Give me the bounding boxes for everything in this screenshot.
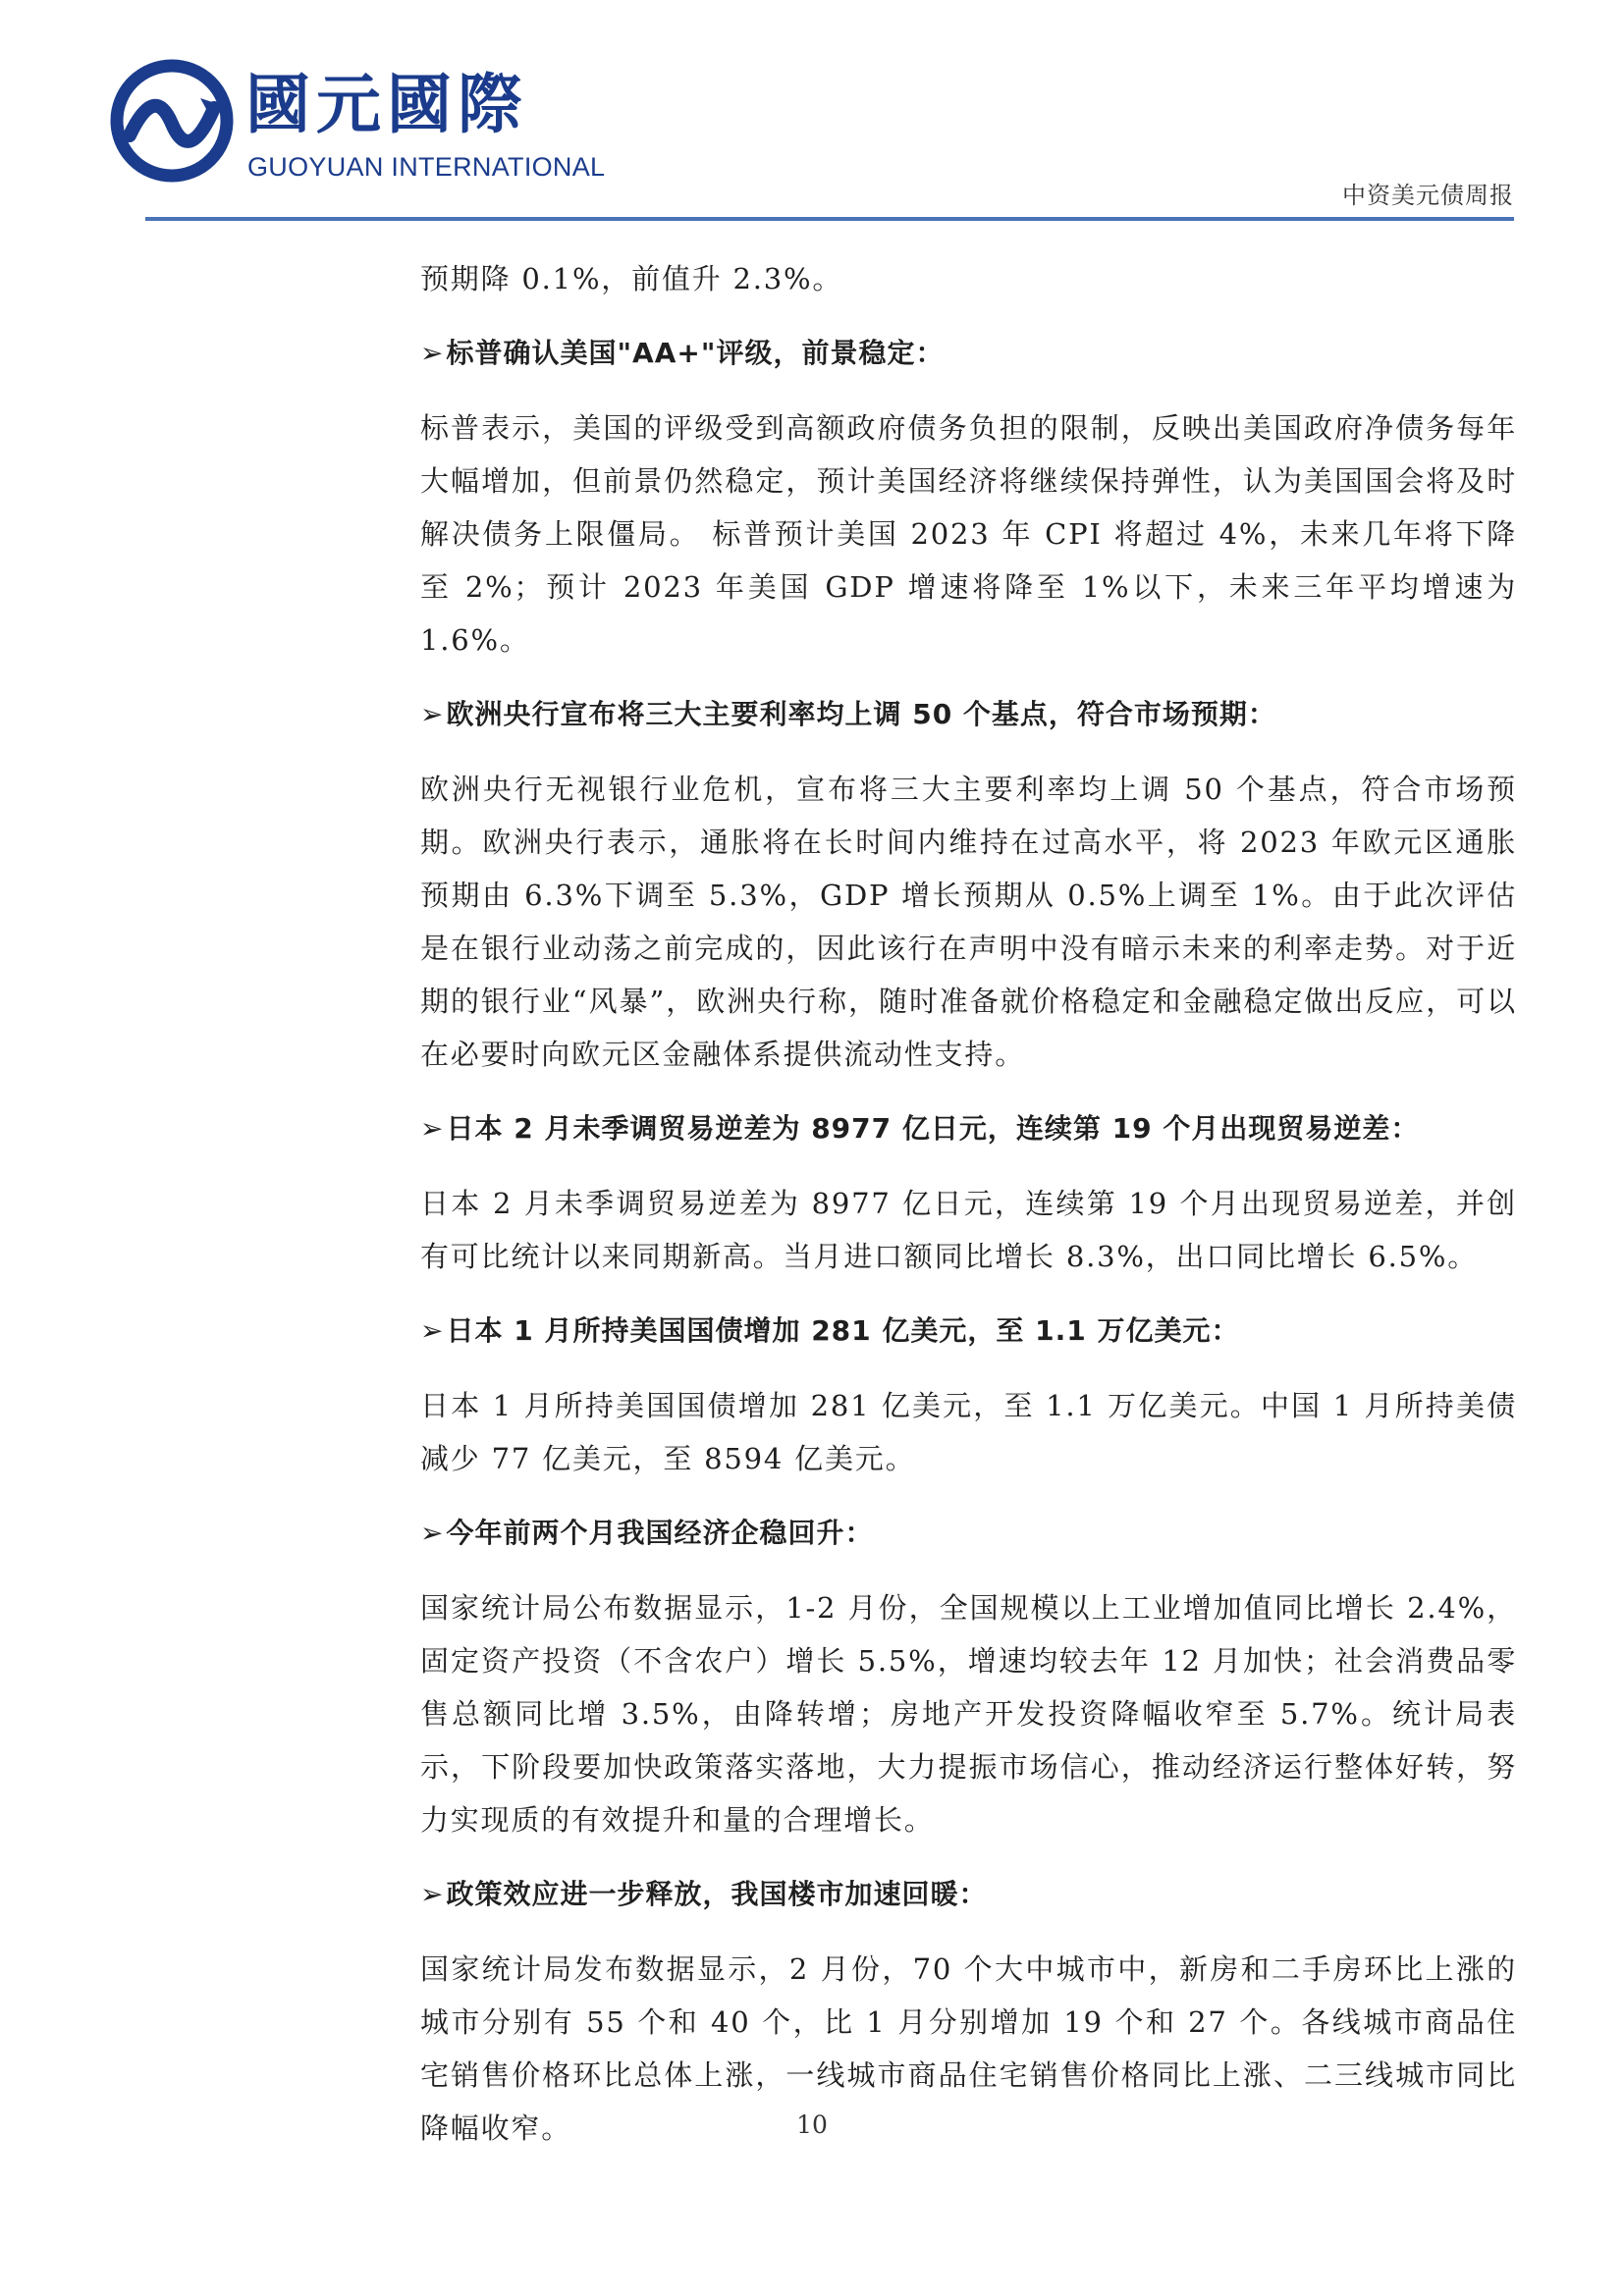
section-heading-text: 欧洲央行宣布将三大主要利率均上调 50 个基点，符合市场预期：: [446, 698, 1276, 730]
logo-chinese-name: 國元國際: [245, 67, 528, 142]
body-paragraph: 欧洲央行无视银行业危机，宣布将三大主要利率均上调 50 个基点，符合市场预期。欧洲央行表示，通胀将在长时间内维持在过高水平，将 2023 年欧元区通胀预期由 6.3%下调至 5.3%，GDP 增长预期从 0.5%上调至 1%。由于此次评估是在银行业动荡之前完成的，因此该行在声明中没有暗示未来的利率走势。对于近期的银行业“风暴”，欧洲央行称，随时准备就价格稳定和金融稳定做出反应，可以在必要时向欧元区金融体系提供流动性支持。: [420, 773, 1517, 1071]
body-paragraph: 标普表示，美国的评级受到高额政府债务负担的限制，反映出美国政府净债务每年大幅增加，但前景仍然稳定，预计美国经济将继续保持弹性，认为美国国会将及时解决债务上限僵局。 标普预计美国 2023 年 CPI 将超过 4%，未来几年将下降至 2%；预计 2023 年美国 GDP 增速将降至 1%以下，未来三年平均增速为 1.6%。: [420, 411, 1517, 657]
document-body: [420, 252, 1517, 2176]
page-number: 10: [796, 2110, 828, 2139]
header-divider: [145, 217, 1514, 221]
section-heading: [420, 1507, 1517, 1560]
body-paragraph: 预期降 0.1%，前值升 2.3%。: [420, 262, 843, 295]
company-logo: [110, 59, 606, 187]
arrowhead-icon: ➢: [420, 1112, 445, 1145]
section-heading: [420, 327, 1517, 380]
section-heading: [420, 1305, 1517, 1358]
report-title: 中资美元债周报: [1342, 182, 1514, 209]
arrowhead-icon: ➢: [420, 1878, 445, 1910]
section-heading: [420, 688, 1517, 741]
arrowhead-icon: ➢: [420, 1517, 445, 1549]
logo-english-name: GUOYUAN INTERNATIONAL: [247, 152, 606, 182]
arrowhead-icon: ➢: [420, 698, 445, 730]
body-paragraph: 国家统计局发布数据显示，2 月份，70 个大中城市中，新房和二手房环比上涨的城市分别有 55 个和 40 个，比 1 月分别增加 19 个和 27 个。各线城市商品住宅销售价格环比总体上涨，一线城市商品住宅销售价格同比上涨、二三线城市同比降幅收窄。: [420, 1952, 1517, 2145]
section-heading-text: 今年前两个月我国经济企稳回升：: [446, 1517, 874, 1549]
body-paragraph: 国家统计局公布数据显示，1-2 月份，全国规模以上工业增加值同比增长 2.4%，固定资产投资（不含农户）增长 5.5%，增速均较去年 12 月加快；社会消费品零售总额同比增 3.5%，由降转增；房地产开发投资降幅收窄至 5.7%。统计局表示，下阶段要加快政策落实落地，大力提振市场信心，推动经济运行整体好转，努力实现质的有效提升和量的合理增长。: [420, 1591, 1517, 1837]
section-heading-text: 标普确认美国"AA+"评级，前景稳定：: [446, 337, 945, 369]
section-heading: [420, 1868, 1517, 1921]
arrowhead-icon: ➢: [420, 337, 445, 369]
body-paragraph: 日本 1 月所持美国国债增加 281 亿美元，至 1.1 万亿美元。中国 1 月所持美债减少 77 亿美元，至 8594 亿美元。: [420, 1389, 1517, 1475]
guoyuan-logo-icon: [110, 59, 234, 183]
section-heading-text: 政策效应进一步释放，我国楼市加速回暖：: [446, 1878, 988, 1910]
section-heading-text: 日本 2 月未季调贸易逆差为 8977 亿日元，连续第 19 个月出现贸易逆差：: [446, 1112, 1420, 1145]
body-paragraph: 日本 2 月未季调贸易逆差为 8977 亿日元，连续第 19 个月出现贸易逆差，并创有可比统计以来同期新高。当月进口额同比增长 8.3%，出口同比增长 6.5%。: [420, 1187, 1517, 1273]
arrowhead-icon: ➢: [420, 1314, 445, 1347]
section-heading: [420, 1102, 1517, 1155]
section-heading-text: 日本 1 月所持美国国债增加 281 亿美元，至 1.1 万亿美元：: [446, 1314, 1240, 1347]
